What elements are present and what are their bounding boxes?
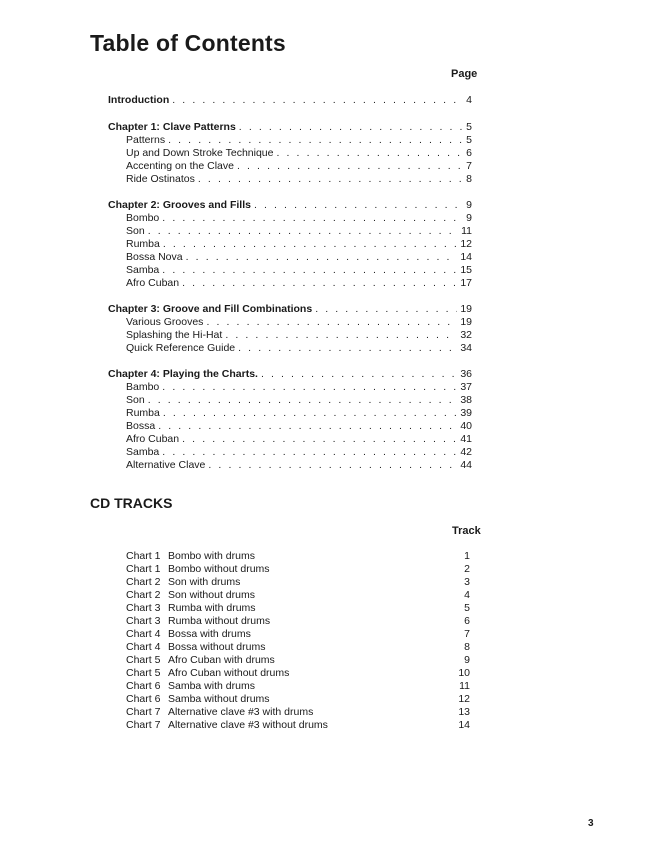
dot-leader [239, 121, 463, 134]
toc-entry-page: 19 [460, 303, 472, 315]
toc-entry-label: Quick Reference Guide [126, 342, 236, 354]
cd-track-row [0, 589, 648, 602]
dot-leader [315, 303, 457, 316]
cd-track-number: 5 [464, 602, 470, 614]
toc-chapter-entry [108, 303, 472, 316]
toc-section-entry [126, 238, 472, 251]
dot-leader [148, 394, 458, 407]
toc-entry-label: Bossa Nova [126, 251, 183, 263]
toc-entry-label: Up and Down Stroke Technique [126, 147, 274, 159]
toc-entry-label: Rumba [126, 407, 160, 419]
cd-track-description: Rumba without drums [168, 615, 271, 627]
toc-chapter-entry [108, 199, 472, 212]
toc-section-entry [126, 329, 472, 342]
toc-section-entry [126, 316, 472, 329]
cd-track-description: Bossa without drums [168, 641, 266, 653]
toc-entry-page: 7 [466, 160, 472, 172]
toc-entry-label: Chapter 2: Grooves and Fills [108, 199, 251, 211]
cd-track-description: Bombo without drums [168, 563, 270, 575]
cd-track-number: 7 [464, 628, 470, 640]
cd-track-row [0, 667, 648, 680]
dot-leader [198, 173, 463, 186]
toc-entry-label: Bossa [126, 420, 156, 432]
cd-track-row [0, 615, 648, 628]
cd-track-description: Son with drums [168, 576, 241, 588]
dot-leader [254, 199, 463, 212]
toc-entry-label: Son [126, 394, 145, 406]
toc-section-entry [126, 160, 472, 173]
toc-section-entry [126, 173, 472, 186]
cd-track-row [0, 654, 648, 667]
dot-leader [182, 277, 457, 290]
cd-track-number: 13 [458, 706, 470, 718]
toc-entry-label: Chapter 3: Groove and Fill Combinations [108, 303, 313, 315]
toc-section-entry [126, 459, 472, 472]
toc-entry-page: 34 [460, 342, 472, 354]
cd-track-row [0, 719, 648, 732]
toc-entry-page: 17 [460, 277, 472, 289]
toc-entry-label: Chapter 4: Playing the Charts. [108, 368, 258, 380]
toc-entry-page: 6 [466, 147, 472, 159]
toc-section-entry [126, 251, 472, 264]
toc-section-entry [126, 394, 472, 407]
toc-entry-label: Afro Cuban [126, 433, 180, 445]
cd-track-chart: Chart 4 [126, 628, 161, 640]
toc-entry-page: 36 [460, 368, 472, 380]
toc-entry-label: Chapter 1: Clave Patterns [108, 121, 236, 133]
cd-track-row [0, 706, 648, 719]
dot-leader [162, 446, 457, 459]
toc-entry-label: Rumba [126, 238, 160, 250]
cd-track-number: 1 [464, 550, 470, 562]
toc-entry-page: 11 [461, 225, 472, 237]
dot-leader [172, 94, 463, 107]
toc-entry-page: 5 [466, 134, 472, 146]
cd-track-chart: Chart 7 [126, 706, 161, 718]
toc-entry-page: 8 [466, 173, 472, 185]
toc-entry-label: Ride Ostinatos [126, 173, 195, 185]
cd-track-row [0, 680, 648, 693]
cd-track-chart: Chart 5 [126, 667, 161, 679]
cd-track-number: 9 [464, 654, 470, 666]
cd-track-chart: Chart 2 [126, 589, 161, 601]
toc-entry-page: 9 [466, 212, 472, 224]
toc-entry-label: Bombo [126, 212, 160, 224]
cd-track-description: Afro Cuban with drums [168, 654, 275, 666]
toc-chapter-entry [108, 94, 472, 107]
toc-entry-page: 9 [466, 199, 472, 211]
toc-chapter-entry [108, 121, 472, 134]
track-column-header: Track [452, 525, 481, 537]
toc-entry-label: Introduction [108, 94, 170, 106]
toc-section-entry [126, 134, 472, 147]
cd-track-row [0, 693, 648, 706]
toc-section-entry [126, 212, 472, 225]
cd-track-row [0, 550, 648, 563]
dot-leader [162, 264, 457, 277]
page-column-header: Page [451, 68, 478, 80]
cd-track-description: Bossa with drums [168, 628, 251, 640]
cd-track-chart: Chart 3 [126, 602, 161, 614]
cd-track-chart: Chart 6 [126, 693, 161, 705]
toc-entry-page: 32 [460, 329, 472, 341]
toc-entry-label: Accenting on the Clave [126, 160, 234, 172]
toc-entry-label: Splashing the Hi-Hat [126, 329, 223, 341]
toc-entry-label: Son [126, 225, 145, 237]
dot-leader [158, 420, 457, 433]
toc-entry-label: Samba [126, 264, 160, 276]
dot-leader [163, 407, 457, 420]
cd-track-row [0, 602, 648, 615]
cd-track-chart: Chart 2 [126, 576, 161, 588]
toc-entry-page: 12 [460, 238, 472, 250]
cd-track-row [0, 641, 648, 654]
cd-track-chart: Chart 6 [126, 680, 161, 692]
cd-tracks-heading: CD TRACKS [90, 495, 173, 511]
toc-entry-label: Patterns [126, 134, 166, 146]
dot-leader [237, 160, 463, 173]
cd-track-description: Son without drums [168, 589, 255, 601]
dot-leader [225, 329, 457, 342]
toc-section-entry [126, 264, 472, 277]
cd-track-row [0, 563, 648, 576]
toc-entry-label: Samba [126, 446, 160, 458]
toc-entry-page: 4 [466, 94, 472, 106]
toc-entry-label: Various Grooves [126, 316, 204, 328]
toc-entry-page: 39 [460, 407, 472, 419]
toc-section-entry [126, 433, 472, 446]
cd-track-description: Samba without drums [168, 693, 270, 705]
toc-section-entry [126, 147, 472, 160]
page-title: Table of Contents [90, 30, 286, 56]
dot-leader [238, 342, 457, 355]
toc-chapter-entry [108, 368, 472, 381]
cd-track-number: 12 [458, 693, 470, 705]
cd-track-chart: Chart 7 [126, 719, 161, 731]
cd-track-description: Samba with drums [168, 680, 255, 692]
cd-track-chart: Chart 1 [126, 550, 161, 562]
page-number: 3 [588, 818, 594, 829]
toc-section-entry [126, 225, 472, 238]
toc-entry-page: 41 [460, 433, 472, 445]
cd-track-number: 14 [458, 719, 470, 731]
cd-track-number: 10 [458, 667, 470, 679]
toc-entry-page: 14 [460, 251, 472, 263]
cd-track-chart: Chart 4 [126, 641, 161, 653]
toc-entry-page: 5 [466, 121, 472, 133]
cd-track-description: Afro Cuban without drums [168, 667, 290, 679]
cd-track-description: Rumba with drums [168, 602, 256, 614]
dot-leader [182, 433, 457, 446]
dot-leader [162, 212, 463, 225]
cd-track-description: Bombo with drums [168, 550, 255, 562]
cd-track-number: 3 [464, 576, 470, 588]
toc-entry-page: 44 [460, 459, 472, 471]
dot-leader [186, 251, 458, 264]
toc-entry-page: 19 [460, 316, 472, 328]
cd-track-number: 11 [459, 680, 470, 692]
toc-section-entry [126, 446, 472, 459]
dot-leader [168, 134, 463, 147]
toc-section-entry [126, 407, 472, 420]
toc-entry-label: Bambo [126, 381, 160, 393]
dot-leader [206, 316, 457, 329]
cd-track-number: 6 [464, 615, 470, 627]
toc-entry-page: 42 [460, 446, 472, 458]
cd-track-row [0, 628, 648, 641]
dot-leader [148, 225, 458, 238]
cd-track-number: 2 [464, 563, 470, 575]
toc-entry-page: 38 [460, 394, 472, 406]
cd-track-row [0, 576, 648, 589]
dot-leader [276, 147, 463, 160]
cd-track-description: Alternative clave #3 without drums [168, 719, 328, 731]
cd-track-chart: Chart 3 [126, 615, 161, 627]
cd-track-chart: Chart 1 [126, 563, 161, 575]
toc-entry-page: 37 [460, 381, 472, 393]
toc-section-entry [126, 277, 472, 290]
toc-section-entry [126, 381, 472, 394]
toc-entry-label: Afro Cuban [126, 277, 180, 289]
cd-track-number: 4 [464, 589, 470, 601]
dot-leader [261, 368, 457, 381]
cd-track-number: 8 [464, 641, 470, 653]
dot-leader [163, 238, 457, 251]
toc-section-entry [126, 342, 472, 355]
toc-section-entry [126, 420, 472, 433]
dot-leader [208, 459, 457, 472]
toc-entry-page: 40 [460, 420, 472, 432]
dot-leader [162, 381, 457, 394]
toc-entry-label: Alternative Clave [126, 459, 206, 471]
toc-entry-page: 15 [460, 264, 472, 276]
cd-track-chart: Chart 5 [126, 654, 161, 666]
cd-track-description: Alternative clave #3 with drums [168, 706, 314, 718]
